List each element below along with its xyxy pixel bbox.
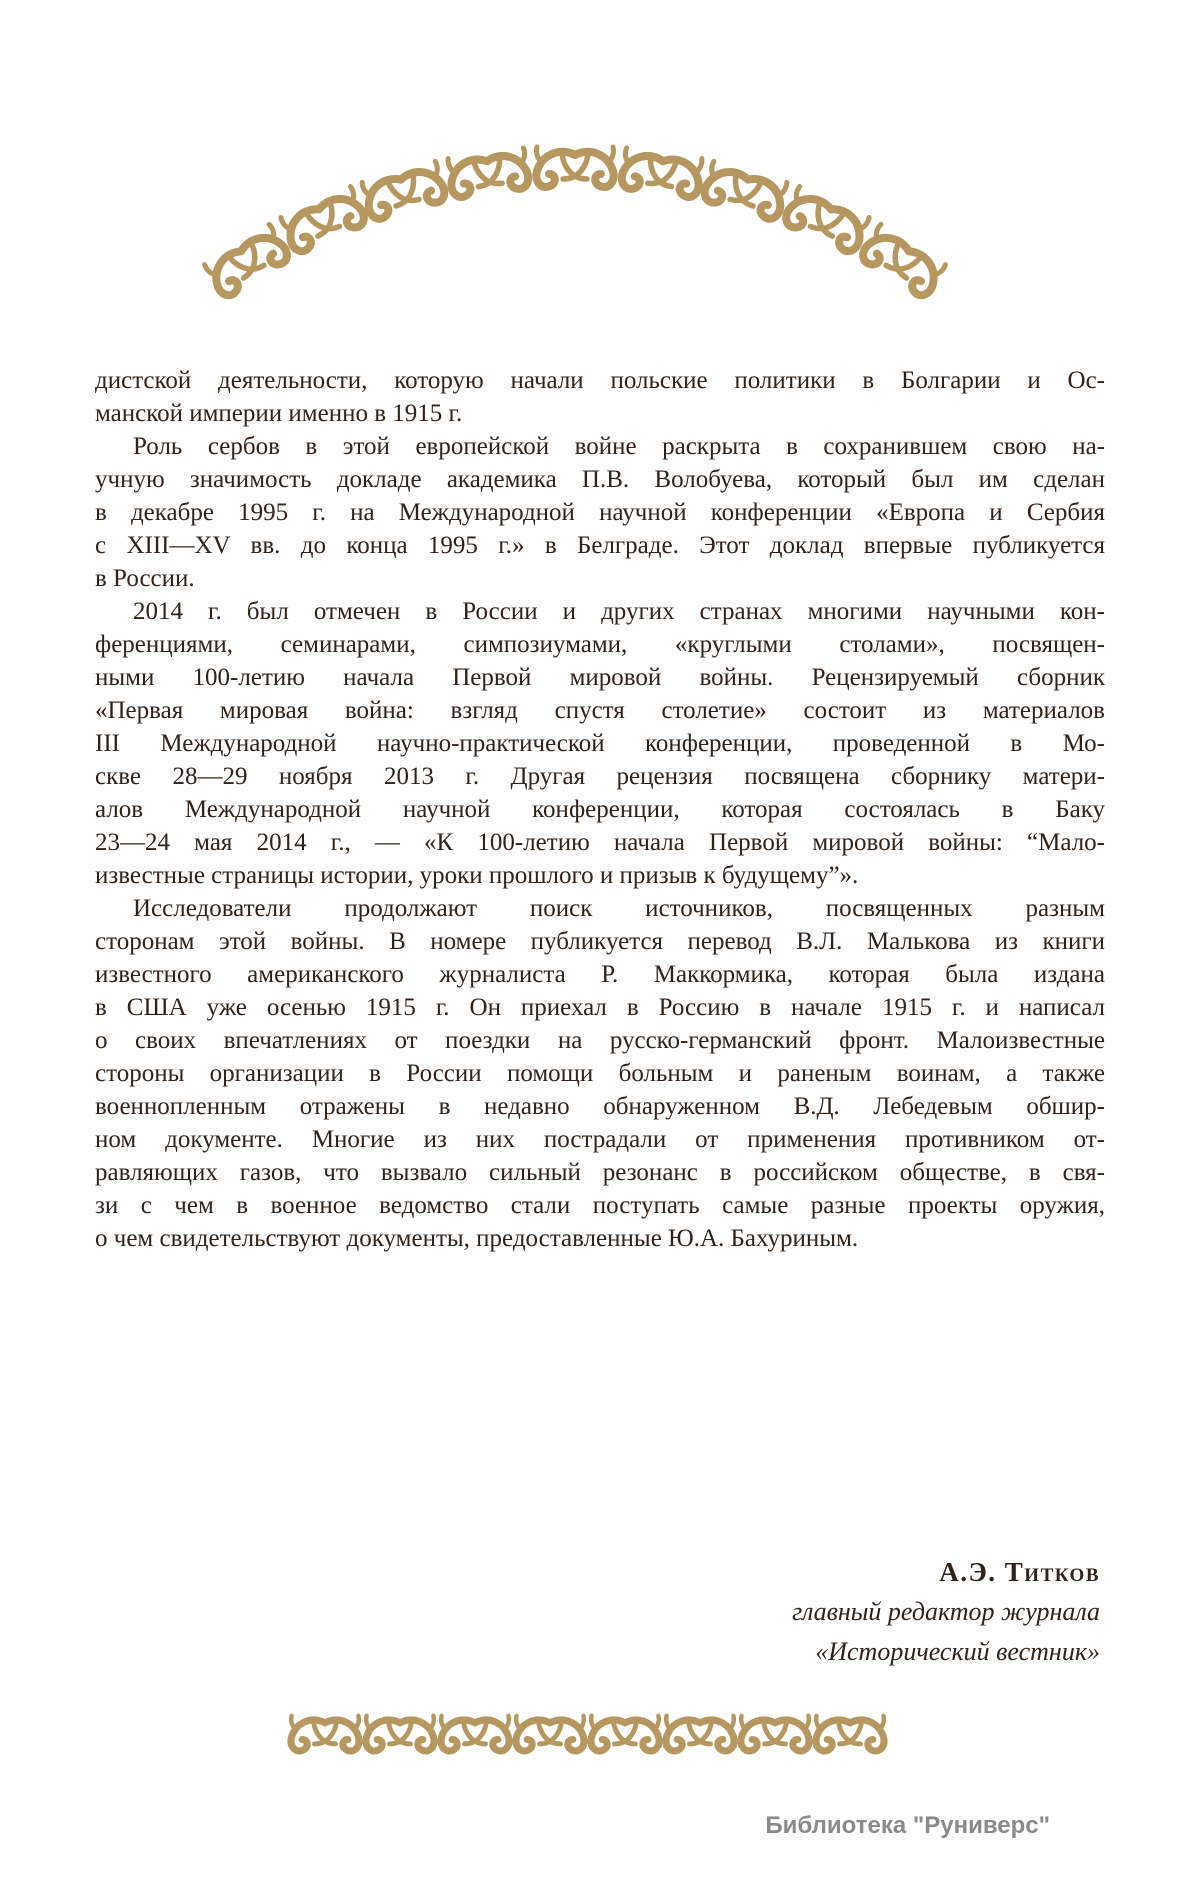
- top-arch-ornament: [0, 0, 1200, 330]
- text-line: известного американского журналиста Р. Маккормика, которая была издана: [95, 961, 1105, 988]
- text-line: известные страницы истории, уроки прошлого и призыв к будущему”».: [95, 862, 859, 889]
- text-line: ными 100-летию начала Первой мировой войны. Рецензируемый сборник: [95, 664, 1105, 691]
- text-line: дистской деятельности, которую начали польские политики в Болгарии и Ос-: [95, 367, 1105, 394]
- signature-block: [792, 1552, 1100, 1672]
- journal-title: «Исторический вестник»: [815, 1637, 1100, 1666]
- editor-role: главный редактор журнала: [792, 1597, 1100, 1626]
- bottom-band-ornament: [0, 1700, 1200, 1780]
- text-line: алов Международной научной конференции, которая состоялась в Баку: [95, 796, 1105, 823]
- text-line: о своих впечатлениях от поездки на русско-германский фронт. Малоизвестные: [95, 1027, 1105, 1054]
- text-line: сторонам этой войны. В номере публикуется перевод В.Л. Малькова из книги: [95, 928, 1105, 955]
- text-line: манской империи именно в 1915 г.: [95, 400, 463, 427]
- text-line: равляющих газов, что вызвало сильный резонанс в российском обществе, в свя-: [95, 1159, 1105, 1186]
- text-line: в России.: [95, 565, 195, 592]
- text-line: с XIII—XV вв. до конца 1995 г.» в Белграде. Этот доклад впервые публикуется: [95, 532, 1105, 559]
- text-line: ном документе. Многие из них пострадали от применения противником от-: [95, 1126, 1105, 1153]
- text-line: 2014 г. был отмечен в России и других странах многими научными кон-: [133, 598, 1105, 625]
- text-line: скве 28—29 ноября 2013 г. Другая рецензия посвящена сборнику матери-: [95, 763, 1105, 790]
- text-line: военнопленным отражены в недавно обнаруженном В.Д. Лебедевым обшир-: [95, 1093, 1105, 1120]
- text-line: зи с чем в военное ведомство стали поступать самые разные проекты оружия,: [95, 1192, 1105, 1219]
- text-line: в США уже осенью 1915 г. Он приехал в Россию в начале 1915 г. и написал: [95, 994, 1105, 1021]
- text-line: учную значимость докладе академика П.В. Волобуева, который был им сделан: [95, 466, 1105, 493]
- text-line: о чем свидетельствуют документы, предоставленные Ю.А. Бахуриным.: [95, 1225, 859, 1252]
- editor-name: А.Э. Титков: [939, 1557, 1100, 1587]
- body-text: [95, 364, 1105, 1255]
- runivers-watermark: Библиотека "Руниверс": [765, 1812, 1050, 1839]
- text-line: стороны организации в России помощи больным и раненым воинам, а также: [95, 1060, 1105, 1087]
- text-line: Роль сербов в этой европейской войне раскрыта в сохранившем свою на-: [133, 433, 1105, 460]
- text-line: III Международной научно-практической конференции, проведенной в Мо-: [95, 730, 1105, 757]
- text-line: Исследователи продолжают поиск источников, посвященных разным: [133, 895, 1105, 922]
- text-line: ференциями, семинарами, симпозиумами, «круглыми столами», посвящен-: [95, 631, 1105, 658]
- text-line: в декабре 1995 г. на Международной научной конференции «Европа и Сербия: [95, 499, 1105, 526]
- text-line: «Первая мировая война: взгляд спустя столетие» состоит из материалов: [95, 697, 1105, 724]
- text-line: 23—24 мая 2014 г., — «К 100-летию начала Первой мировой войны: “Мало-: [95, 829, 1105, 856]
